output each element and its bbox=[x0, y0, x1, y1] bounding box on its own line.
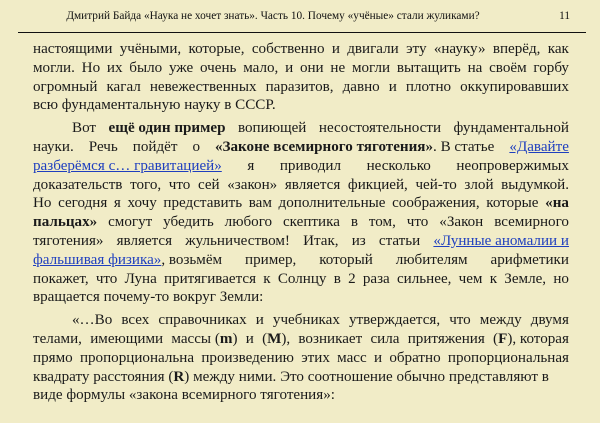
bold-phrase: ещё один пример bbox=[108, 120, 226, 137]
word: учебниках bbox=[272, 312, 340, 329]
word: вопиющей bbox=[237, 120, 307, 137]
word: раза bbox=[362, 270, 390, 287]
word: убедить bbox=[163, 214, 214, 231]
word: уже bbox=[168, 59, 194, 76]
paragraph-2-line-1 bbox=[33, 119, 569, 138]
word: является bbox=[116, 232, 173, 249]
word: двумя bbox=[530, 312, 569, 329]
word: как bbox=[547, 41, 569, 57]
word: Солнцу bbox=[277, 270, 327, 287]
word: между bbox=[479, 312, 522, 329]
paragraph-1-line-2 bbox=[33, 59, 569, 78]
word: скептика bbox=[282, 214, 340, 231]
word: Луна bbox=[124, 270, 157, 287]
symbol-F: F bbox=[498, 330, 508, 347]
bold-phrase: «Законе всемирного тяготения» bbox=[214, 138, 434, 155]
text-run: квадрату расстояния ( bbox=[33, 368, 174, 385]
word: я bbox=[247, 157, 255, 174]
word: учёными, bbox=[119, 41, 182, 57]
word: сегодня bbox=[58, 195, 108, 212]
page-number: 11 bbox=[559, 10, 570, 22]
word: их bbox=[106, 59, 123, 76]
paragraph-3-line-1 bbox=[33, 311, 569, 330]
word: того, bbox=[130, 176, 162, 193]
word: чей-то bbox=[415, 176, 457, 193]
word: жульничеством! bbox=[185, 232, 290, 249]
word: доказательств bbox=[33, 176, 123, 193]
word: мало, bbox=[243, 59, 279, 76]
word: которые bbox=[486, 195, 539, 212]
word: Но bbox=[33, 195, 52, 212]
text-run: ), которая bbox=[507, 330, 569, 347]
word: произведению bbox=[201, 349, 294, 366]
word: пример, bbox=[245, 251, 297, 268]
word: двигали bbox=[347, 41, 399, 57]
word: который bbox=[319, 251, 373, 268]
article-link-lunar-anomalies[interactable]: «Лунные аномалии и bbox=[433, 232, 569, 249]
paragraph-2-line-8 bbox=[33, 251, 569, 270]
word: возникает bbox=[298, 330, 363, 347]
word: любого bbox=[224, 214, 273, 231]
word: которые, bbox=[188, 41, 245, 57]
word: обратно bbox=[389, 349, 441, 366]
word: науки. bbox=[33, 138, 74, 155]
running-header bbox=[18, 0, 586, 33]
word: имеющими bbox=[90, 330, 164, 347]
word: давно bbox=[342, 78, 380, 95]
word: справочниках bbox=[158, 312, 247, 329]
paragraph-2-line-6 bbox=[33, 213, 569, 232]
word: фундаментальной bbox=[453, 120, 569, 137]
word: пропорциональна bbox=[79, 349, 195, 366]
word: оккупировавших bbox=[460, 78, 569, 95]
word: Но bbox=[81, 59, 101, 76]
word: плотно bbox=[405, 78, 452, 95]
paragraph-3-line-4 bbox=[33, 368, 569, 387]
paragraph-2-line-5 bbox=[33, 194, 569, 213]
text-run bbox=[33, 251, 222, 270]
paragraph-2-line-2 bbox=[33, 138, 569, 157]
word: и bbox=[255, 312, 264, 329]
word: я bbox=[113, 195, 121, 212]
word: массы bbox=[171, 330, 212, 347]
word: тяготения» bbox=[33, 232, 104, 249]
word: соображения, bbox=[392, 195, 480, 212]
paragraph-1-line-4 bbox=[33, 96, 569, 115]
word: том, bbox=[368, 214, 396, 231]
word: к bbox=[489, 270, 498, 287]
word: вытащить bbox=[396, 59, 461, 76]
word: что bbox=[449, 312, 471, 329]
word: «Закон bbox=[439, 214, 484, 231]
word: покажет, bbox=[33, 270, 89, 287]
word: притяжения bbox=[407, 330, 485, 347]
word: злой bbox=[464, 176, 494, 193]
word: сей bbox=[197, 176, 220, 193]
text-run bbox=[215, 138, 494, 157]
header-title: Дмитрий Байда «Наука не хочет знать». Часть 10. Почему «учёные» стали жуликами? bbox=[66, 10, 480, 22]
paragraph-1-line-3 bbox=[33, 78, 569, 97]
text-run: . В статье bbox=[433, 138, 495, 155]
word: пойдёт bbox=[132, 138, 178, 155]
word: неопровержимых bbox=[456, 157, 569, 174]
word: очень bbox=[200, 59, 237, 76]
word: о bbox=[192, 138, 200, 155]
text-run: виде формулы «закона всемирного тяготения»: bbox=[33, 387, 335, 404]
word: масс bbox=[337, 349, 367, 366]
word: Вот bbox=[72, 120, 97, 137]
word: и bbox=[331, 41, 340, 57]
word: и bbox=[245, 330, 254, 347]
symbol-R: R bbox=[173, 368, 185, 385]
word: кагал bbox=[106, 78, 141, 95]
text-run: вращается почему-то вокруг Земли: bbox=[33, 289, 264, 306]
article-link-gravity-continued[interactable]: разберёмся с… гравитацией» bbox=[33, 157, 222, 174]
word: всех bbox=[121, 312, 150, 329]
word: своём bbox=[489, 59, 527, 76]
word: дополнительные bbox=[278, 195, 386, 212]
word: представить bbox=[163, 195, 243, 212]
word: выдумкой. bbox=[501, 176, 569, 193]
word: собственно bbox=[251, 41, 325, 57]
word: эту bbox=[406, 41, 427, 57]
word: , возьмём bbox=[161, 251, 223, 268]
word: в bbox=[333, 270, 341, 287]
word: приводил bbox=[279, 157, 341, 174]
word: Речь bbox=[88, 138, 118, 155]
word: было bbox=[129, 59, 163, 76]
word: «науку» bbox=[433, 41, 486, 57]
word: хочу bbox=[127, 195, 157, 212]
word: Итак, bbox=[303, 232, 339, 249]
text-run: ) между ними. Это соотношение обычно представляют в bbox=[184, 368, 549, 385]
word: и bbox=[373, 349, 383, 366]
word: притягивается bbox=[163, 270, 257, 287]
paragraph-3-line-5 bbox=[33, 386, 569, 405]
word: является bbox=[284, 176, 341, 193]
word: на bbox=[467, 59, 483, 76]
document-body bbox=[33, 40, 569, 405]
article-link-lunar-anomalies-continued[interactable]: фальшивая физика» bbox=[33, 251, 162, 268]
word: сильнее, bbox=[396, 270, 452, 287]
word: утверждается, bbox=[348, 312, 441, 329]
word: но bbox=[553, 270, 569, 287]
word: вперёд, bbox=[492, 41, 541, 57]
word: к bbox=[263, 270, 271, 287]
word: статьи bbox=[378, 232, 421, 249]
text-run: (M), bbox=[262, 330, 291, 347]
text-run: (F), которая bbox=[493, 330, 569, 347]
word: ), bbox=[281, 330, 291, 347]
word: пропорциональная bbox=[447, 349, 569, 366]
word: и bbox=[285, 59, 294, 76]
word: всемирного bbox=[494, 214, 569, 231]
word: этих bbox=[301, 349, 330, 366]
word: паразитов, bbox=[265, 78, 334, 95]
word: любителям bbox=[395, 251, 468, 268]
word: не bbox=[330, 59, 346, 76]
word: горбу bbox=[533, 59, 569, 76]
article-link-gravity[interactable]: «Давайте bbox=[509, 138, 569, 155]
word: огромный bbox=[33, 78, 98, 95]
word: из bbox=[351, 232, 366, 249]
symbol-m: m bbox=[219, 330, 233, 347]
paragraph-1-line-1 bbox=[33, 40, 569, 59]
paragraph-2-line-9 bbox=[33, 270, 569, 289]
paragraph-2-line-4 bbox=[33, 176, 569, 195]
text-run: всю фундаментальную науку в СССР. bbox=[33, 97, 276, 114]
word: чем bbox=[458, 270, 483, 287]
word: что bbox=[95, 270, 118, 287]
paragraph-2-line-3 bbox=[33, 157, 569, 176]
paragraph-2-line-7 bbox=[33, 232, 569, 251]
symbol-M: M bbox=[267, 330, 282, 347]
paragraph-3-line-2 bbox=[33, 330, 569, 349]
word: телами, bbox=[33, 330, 82, 347]
word: сила bbox=[370, 330, 400, 347]
text-run bbox=[33, 368, 549, 387]
word: Земле, bbox=[504, 270, 547, 287]
word: могли. bbox=[33, 59, 75, 76]
word: фикцией, bbox=[347, 176, 408, 193]
paragraph-3-line-3 bbox=[33, 349, 569, 368]
bold-phrase: «на bbox=[545, 195, 569, 212]
word: настоящими bbox=[33, 41, 113, 57]
word: вам bbox=[248, 195, 272, 212]
word: смогут bbox=[108, 214, 153, 231]
text-run: массы (m) bbox=[171, 330, 238, 347]
paragraph-2-line-10 bbox=[33, 288, 569, 307]
word: что bbox=[406, 214, 429, 231]
word: несколько bbox=[366, 157, 431, 174]
word: могли bbox=[351, 59, 391, 76]
word: арифметики bbox=[490, 251, 569, 268]
word: в bbox=[350, 214, 358, 231]
word: прямо bbox=[33, 349, 73, 366]
word: «закон» bbox=[227, 176, 278, 193]
word: что bbox=[168, 176, 191, 193]
word: невежественных bbox=[149, 78, 257, 95]
word: они bbox=[299, 59, 324, 76]
bold-phrase: пальцах» bbox=[33, 214, 98, 231]
word: «…Во bbox=[72, 312, 113, 329]
word: несостоятельности bbox=[318, 120, 442, 137]
word: 2 bbox=[348, 270, 356, 287]
word: и bbox=[388, 78, 397, 95]
